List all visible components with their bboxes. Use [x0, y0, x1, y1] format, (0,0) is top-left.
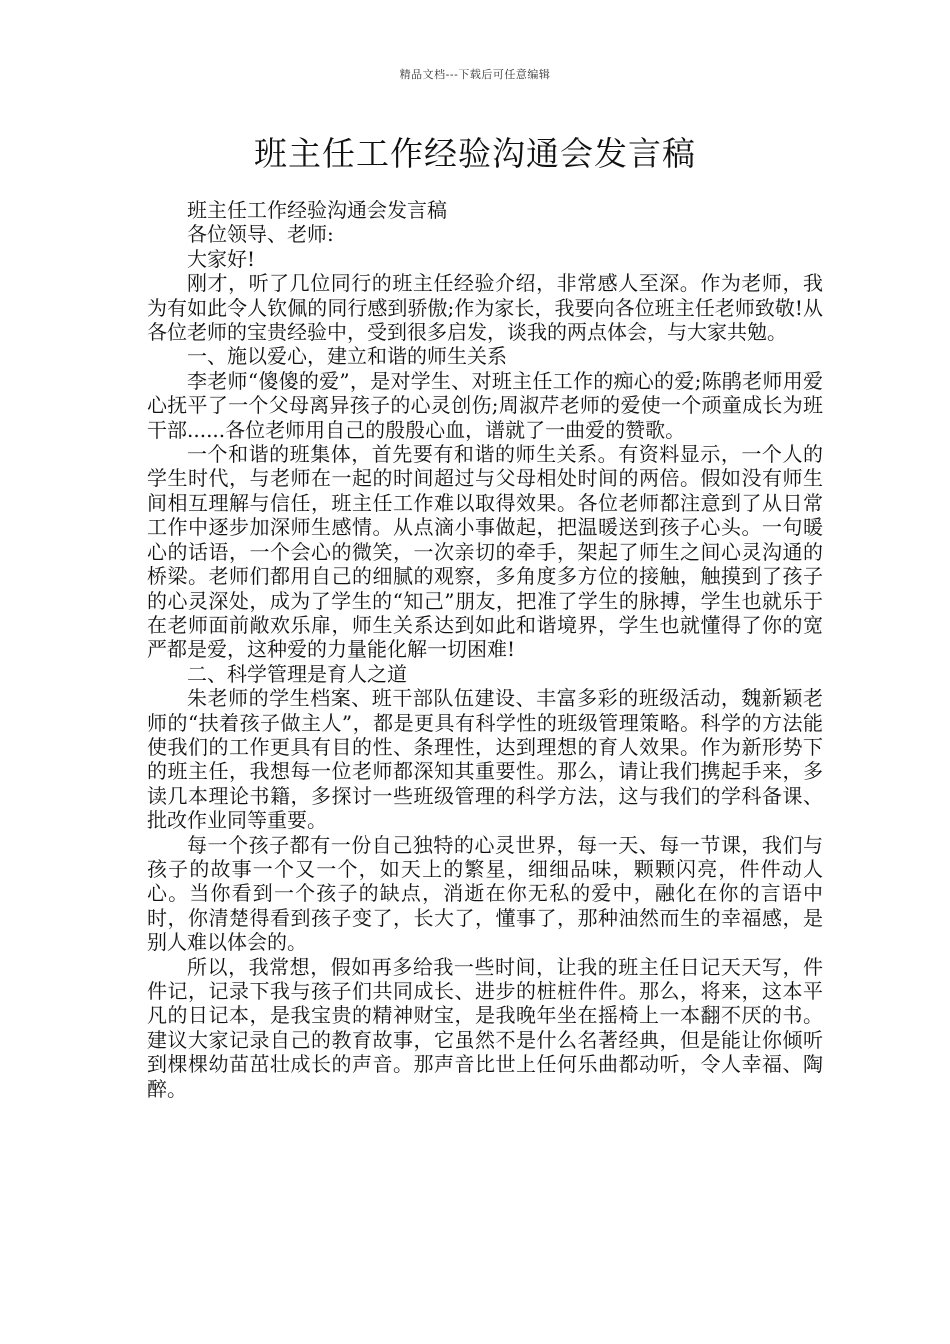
page-header-note: 精品文档---下载后可任意编辑: [399, 68, 551, 81]
paragraph-intro: 刚才，听了几位同行的班主任经验介绍，非常感人至深。作为老师，我为有如此令人钦佩的同行感到骄傲;作为家长，我要向各位班主任老师致敬!从各位老师的宝贵经验中，受到很多启发，谈我的两点体会，与大家共勉。: [147, 271, 823, 345]
salutation: 各位领导、老师:: [187, 222, 334, 247]
section-heading-1: 一、施以爱心，建立和谐的师生关系: [187, 344, 507, 369]
paragraph-love-examples: 李老师“傻傻的爱”，是对学生、对班主任工作的痴心的爱;陈鹃老师用爱心抚平了一个父母离异孩子的心灵创伤;周淑芹老师的爱使一个顽童成长为班干部......各位老师用自己的殷殷心血，谱就了一曲爱的赞歌。: [147, 368, 823, 442]
paragraph-management: 朱老师的学生档案、班干部队伍建设、丰富多彩的班级活动，魏新颖老师的“扶着孩子做主人”，都是更具有科学性的班级管理策略。科学的方法能使我们的工作更具有目的性、条理性，达到理想的育人效果。作为新形势下的班主任，我想每一位老师都深知其重要性。那么，请让我们携起手来，多读几本理论书籍，多探讨一些班级管理的科学方法，这与我们的学科备课、批改作业同等重要。: [147, 686, 823, 833]
section-heading-2: 二、科学管理是育人之道: [187, 661, 407, 686]
paragraph-diary: 所以，我常想，假如再多给我一些时间，让我的班主任日记天天写，件件记，记录下我与孩子们共同成长、进步的桩桩件件。那么，将来，这本平凡的日记本，是我宝贵的精神财宝，是我晚年坐在摇椅上一本翻不厌的书。建议大家记录自己的教育故事，它虽然不是什么名著经典，但是能让你倾听到棵棵幼苗茁壮成长的声音。那声音比世上任何乐曲都动听，令人幸福、陶醉。: [147, 954, 823, 1101]
document-body: [147, 198, 823, 1101]
paragraph-harmony: 一个和谐的班集体，首先要有和谐的师生关系。有资料显示，一个人的学生时代，与老师在一起的时间超过与父母相处时间的两倍。假如没有师生间相互理解与信任，班主任工作难以取得效果。各位老师都注意到了从日常工作中逐步加深师生感情。从点滴小事做起，把温暖送到孩子心头。一句暖心的话语，一个会心的微笑，一次亲切的牵手，架起了师生之间心灵沟通的桥梁。老师们都用自己的细腻的观察，多角度多方位的接触，触摸到了孩子的心灵深处，成为了学生的“知己”朋友，把准了学生的脉搏，学生也就乐于在老师面前敞欢乐扉，师生关系达到如此和谐境界，学生也就懂得了你的宽严都是爱，这种爱的力量能化解一切困难!: [147, 442, 823, 662]
document-title: 班主任工作经验沟通会发言稿: [254, 134, 696, 173]
paragraph-children: 每一个孩子都有一份自己独特的心灵世界，每一天、每一节课，我们与孩子的故事一个又一个，如天上的繁星，细细品味，颗颗闪亮，件件动人心。当你看到一个孩子的缺点，消逝在你无私的爱中，融化在你的言语中时，你清楚得看到孩子变了，长大了，懂事了，那种油然而生的幸福感，是别人难以体会的。: [147, 832, 823, 955]
greeting: 大家好!: [187, 246, 256, 271]
document-subtitle: 班主任工作经验沟通会发言稿: [187, 198, 447, 222]
